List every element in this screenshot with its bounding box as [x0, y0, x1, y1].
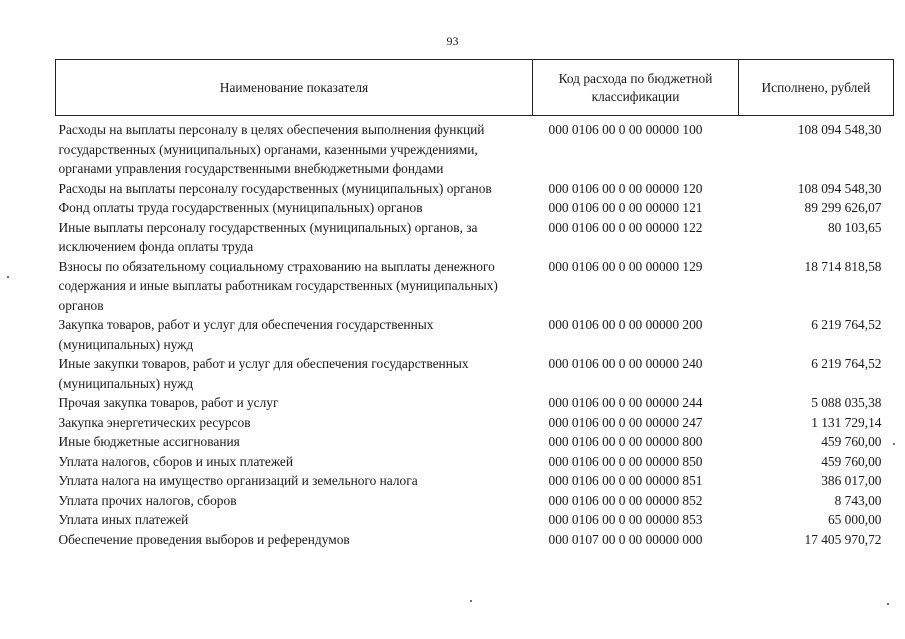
- table-row: [56, 179, 894, 199]
- row-code: 000 0106 00 0 00 00000 851: [548, 473, 703, 488]
- row-code: 000 0106 00 0 00 00000 244: [548, 395, 703, 410]
- row-amount: 65 000,00: [827, 512, 882, 527]
- row-code: 000 0106 00 0 00 00000 100: [548, 122, 703, 137]
- header-executed-amount: Исполнено, рублей: [739, 60, 894, 116]
- row-amount: 6 219 764,52: [811, 317, 882, 332]
- table-row: [56, 354, 894, 393]
- budget-report: [55, 59, 893, 549]
- row-amount: 108 094 548,30: [797, 180, 882, 196]
- row-amount: 17 405 970,72: [804, 531, 882, 547]
- row-amount: 80 103,65: [827, 219, 882, 235]
- row-name: Расходы на выплаты персоналу государственных (муниципальных) органов: [58, 180, 492, 196]
- row-amount: 108 094 548,30: [797, 122, 882, 137]
- row-name: Уплата иных платежей: [58, 512, 189, 527]
- row-code: 000 0106 00 0 00 00000 247: [548, 414, 703, 430]
- row-amount: 459 760,00: [821, 453, 882, 469]
- row-name: Закупка товаров, работ и услуг для обеспечения государственных (муниципальных) нужд: [58, 317, 434, 352]
- row-code: 000 0106 00 0 00 00000 852: [548, 492, 703, 508]
- row-code: 000 0106 00 0 00 00000 240: [548, 356, 703, 371]
- page-number: 93: [446, 34, 459, 48]
- row-code: 000 0106 00 0 00 00000 800: [548, 434, 703, 449]
- header-expense-code: Код расхода по бюджетной классификации: [533, 60, 739, 116]
- table-row: [56, 471, 894, 491]
- row-amount: 18 714 818,58: [804, 258, 882, 274]
- row-name: Уплата налогов, сборов и иных платежей: [58, 453, 294, 469]
- table-row: [56, 491, 894, 511]
- table-row: [56, 452, 894, 472]
- row-code: 000 0106 00 0 00 00000 121: [548, 200, 703, 215]
- table-row: [56, 315, 894, 354]
- row-amount: 5 088 035,38: [811, 395, 882, 410]
- row-amount: 8 743,00: [834, 492, 882, 508]
- row-code: 000 0107 00 0 00 00000 000: [548, 531, 703, 547]
- expenditure-table: [55, 59, 894, 549]
- row-amount: 1 131 729,14: [811, 414, 882, 430]
- row-code: 000 0106 00 0 00 00000 120: [548, 180, 703, 196]
- table-header-row: [56, 60, 894, 116]
- row-name: Иные выплаты персоналу государственных (муниципальных) органов, за исключением фонда оплаты труда: [58, 219, 478, 254]
- row-name: Закупка энергетических ресурсов: [58, 414, 251, 430]
- scan-speck: [887, 603, 889, 605]
- table-row: [56, 413, 894, 433]
- scan-speck: [893, 443, 895, 445]
- row-code: 000 0106 00 0 00 00000 853: [548, 512, 703, 527]
- row-name: Уплата налога на имущество организаций и земельного налога: [58, 473, 418, 488]
- table-row: [56, 432, 894, 452]
- row-code: 000 0106 00 0 00 00000 850: [548, 453, 703, 469]
- row-name: Уплата прочих налогов, сборов: [58, 492, 237, 508]
- row-name: Фонд оплаты труда государственных (муниципальных) органов: [58, 200, 423, 215]
- table-row: [56, 393, 894, 413]
- header-indicator-name: Наименование показателя: [56, 60, 533, 116]
- row-name: Прочая закупка товаров, работ и услуг: [58, 395, 279, 410]
- table-row: [56, 257, 894, 316]
- table-body: [56, 116, 894, 550]
- table-row: [56, 198, 894, 218]
- scan-speck: [470, 600, 472, 602]
- row-name: Иные закупки товаров, работ и услуг для обеспечения государственных (муниципальных) нужд: [58, 356, 469, 391]
- table-row: [56, 530, 894, 550]
- row-amount: 89 299 626,07: [804, 200, 882, 215]
- row-name: Иные бюджетные ассигнования: [58, 434, 240, 449]
- row-name: Расходы на выплаты персоналу в целях обеспечения выполнения функций государственных (муниципальных) органами, казенными учреждениями, органами управления государственными внебюджетными фондами: [58, 122, 485, 176]
- row-code: 000 0106 00 0 00 00000 200: [548, 317, 703, 332]
- row-amount: 6 219 764,52: [811, 356, 882, 371]
- row-amount: 459 760,00: [821, 434, 882, 449]
- row-name: Взносы по обязательному социальному страхованию на выплаты денежного содержания и иные выплаты работникам государственных (муниципальных) органов: [58, 258, 498, 313]
- row-name: Обеспечение проведения выборов и референдумов: [58, 531, 350, 547]
- row-amount: 386 017,00: [821, 473, 882, 488]
- table-row: [56, 510, 894, 530]
- scan-speck: [7, 276, 9, 278]
- row-code: 000 0106 00 0 00 00000 129: [548, 258, 703, 274]
- table-row: [56, 116, 894, 179]
- row-code: 000 0106 00 0 00 00000 122: [548, 219, 703, 235]
- table-row: [56, 218, 894, 257]
